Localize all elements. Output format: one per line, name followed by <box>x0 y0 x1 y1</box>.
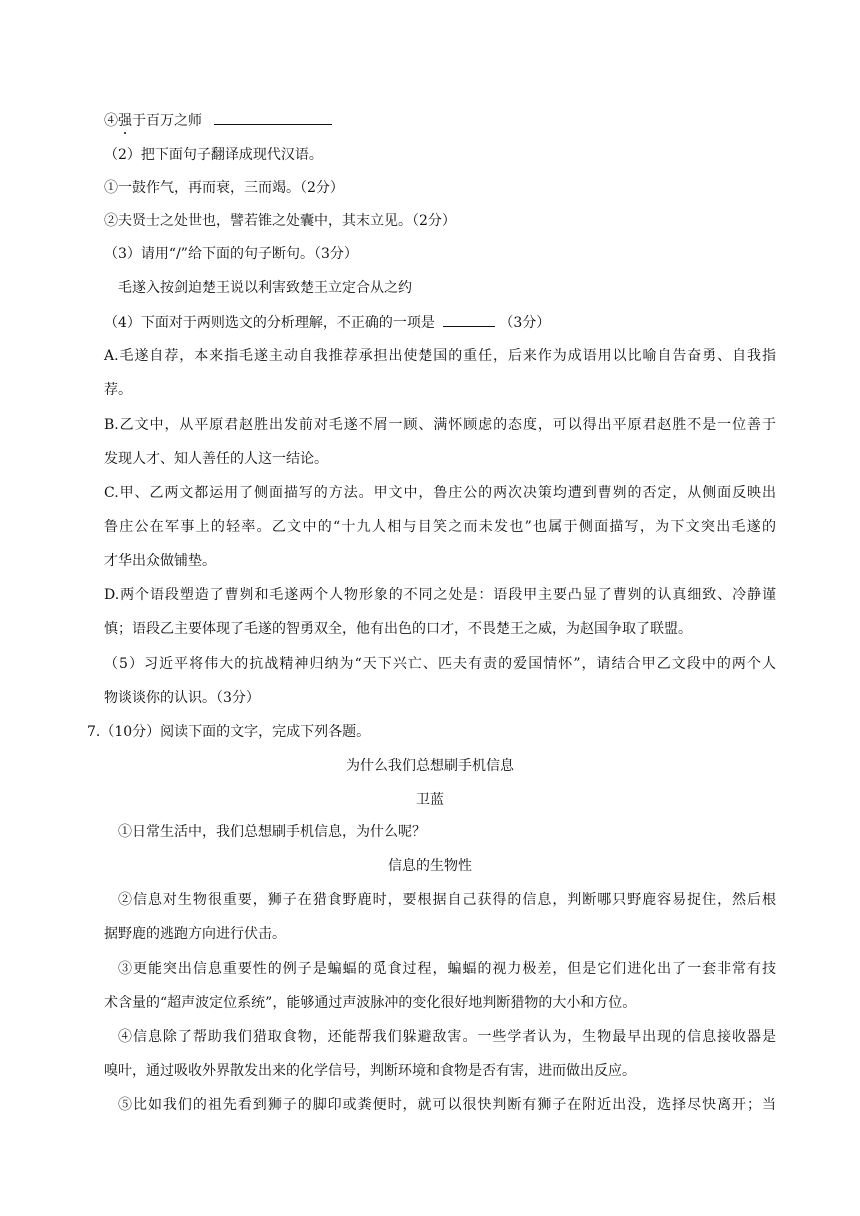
option-a-line2: 荐。 <box>104 382 132 398</box>
question-item-4: ④强于百万之师 <box>104 110 332 131</box>
article-title: 为什么我们总想刷手机信息 <box>346 758 514 774</box>
paragraph-3-line2: 术含量的“超声波定位系统”，能够通过声波脉冲的变化很好地判断猎物的大小和方位。 <box>104 995 637 1011</box>
sub-question-5-line1: （5）习近平将伟大的抗战精神归纳为“天下兴亡、匹夫有责的爱国情怀”，请结合甲乙文段中的两个人 <box>104 656 776 672</box>
paragraph-4-line2: 嗅叶，通过吸收外界散发出来的化学信号，判断环境和食物是否有害，进而做出反应。 <box>104 1063 636 1079</box>
question-7-heading: 7.（10分）阅读下面的文字，完成下列各题。 <box>87 724 371 740</box>
option-b-line2: 发现人才、知人善任的人这一结论。 <box>104 451 328 467</box>
emphasis-dot-char: 强 <box>118 113 132 129</box>
section-heading: 信息的生物性 <box>388 858 472 874</box>
sub-question-3: （3）请用“/”给下面的句子断句。（3分） <box>104 246 358 262</box>
option-c-line2: 鲁庄公在军事上的轻率。乙文中的“十九人相与目笑之而未发也”也属于侧面描写，为下文突出毛遂的 <box>104 519 776 535</box>
translate-sentence-1: ①一鼓作气，再而衰，三而竭。（2分） <box>104 180 344 196</box>
article-author: 卫蓝 <box>416 792 444 808</box>
sub-question-4: （4）下面对于两则选文的分析理解，不正确的一项是 （3分） <box>104 312 550 333</box>
paragraph-3-line1: ③更能突出信息重要性的例子是蝙蝠的觅食过程，蝙蝠的视力极差，但是它们进化出了一套非常有技 <box>118 961 776 977</box>
option-b-line1: B.乙文中，从平原君赵胜出发前对毛遂不屑一顾、满怀顾虑的态度，可以得出平原君赵胜不是一位善于 <box>104 417 776 433</box>
answer-blank[interactable] <box>443 312 495 327</box>
option-d-line1: D.两个语段塑造了曹刿和毛遂两个人物形象的不同之处是：语段甲主要凸显了曹刿的认真细致、冷静谨 <box>104 587 776 603</box>
paragraph-1: ①日常生活中，我们总想刷手机信息，为什么呢？ <box>118 824 426 840</box>
sub-question-2: （2）把下面句子翻译成现代汉语。 <box>104 147 323 163</box>
option-c-line3: 才华出众做铺垫。 <box>104 553 216 569</box>
option-c-line1: C.甲、乙两文都运用了侧面描写的方法。甲文中，鲁庄公的两次决策均遭到曹刿的否定，从侧面反映出 <box>104 485 776 501</box>
punctuation-sentence: 毛遂入按剑迫楚王说以利害致楚王立定合从之约 <box>118 280 412 296</box>
option-a-line1: A.毛遂自荐，本来指毛遂主动自我推荐承担出使楚国的重任，后来作为成语用以比喻自告奋勇、自我指 <box>104 348 776 364</box>
paragraph-5-line1: ⑤比如我们的祖先看到狮子的脚印或粪便时，就可以很快判断有狮子在附近出没，选择尽快离开；当 <box>118 1097 776 1113</box>
paragraph-2-line1: ②信息对生物很重要，狮子在猎食野鹿时，要根据自己获得的信息，判断哪只野鹿容易捉住，然后根 <box>118 892 776 908</box>
paragraph-4-line1: ④信息除了帮助我们猎取食物，还能帮我们躲避敌害。一些学者认为，生物最早出现的信息接收器是 <box>118 1029 776 1045</box>
translate-sentence-2: ②夫贤士之处世也，譬若锥之处囊中，其末立见。（2分） <box>104 213 456 229</box>
paragraph-2-line2: 据野鹿的逃跑方向进行伏击。 <box>104 926 286 942</box>
sub-question-5-line2: 物谈谈你的认识。（3分） <box>104 690 260 706</box>
answer-blank[interactable] <box>214 110 332 125</box>
option-d-line2: 慎；语段乙主要体现了毛遂的智勇双全，他有出色的口才，不畏楚王之威，为赵国争取了联盟。 <box>104 621 692 637</box>
